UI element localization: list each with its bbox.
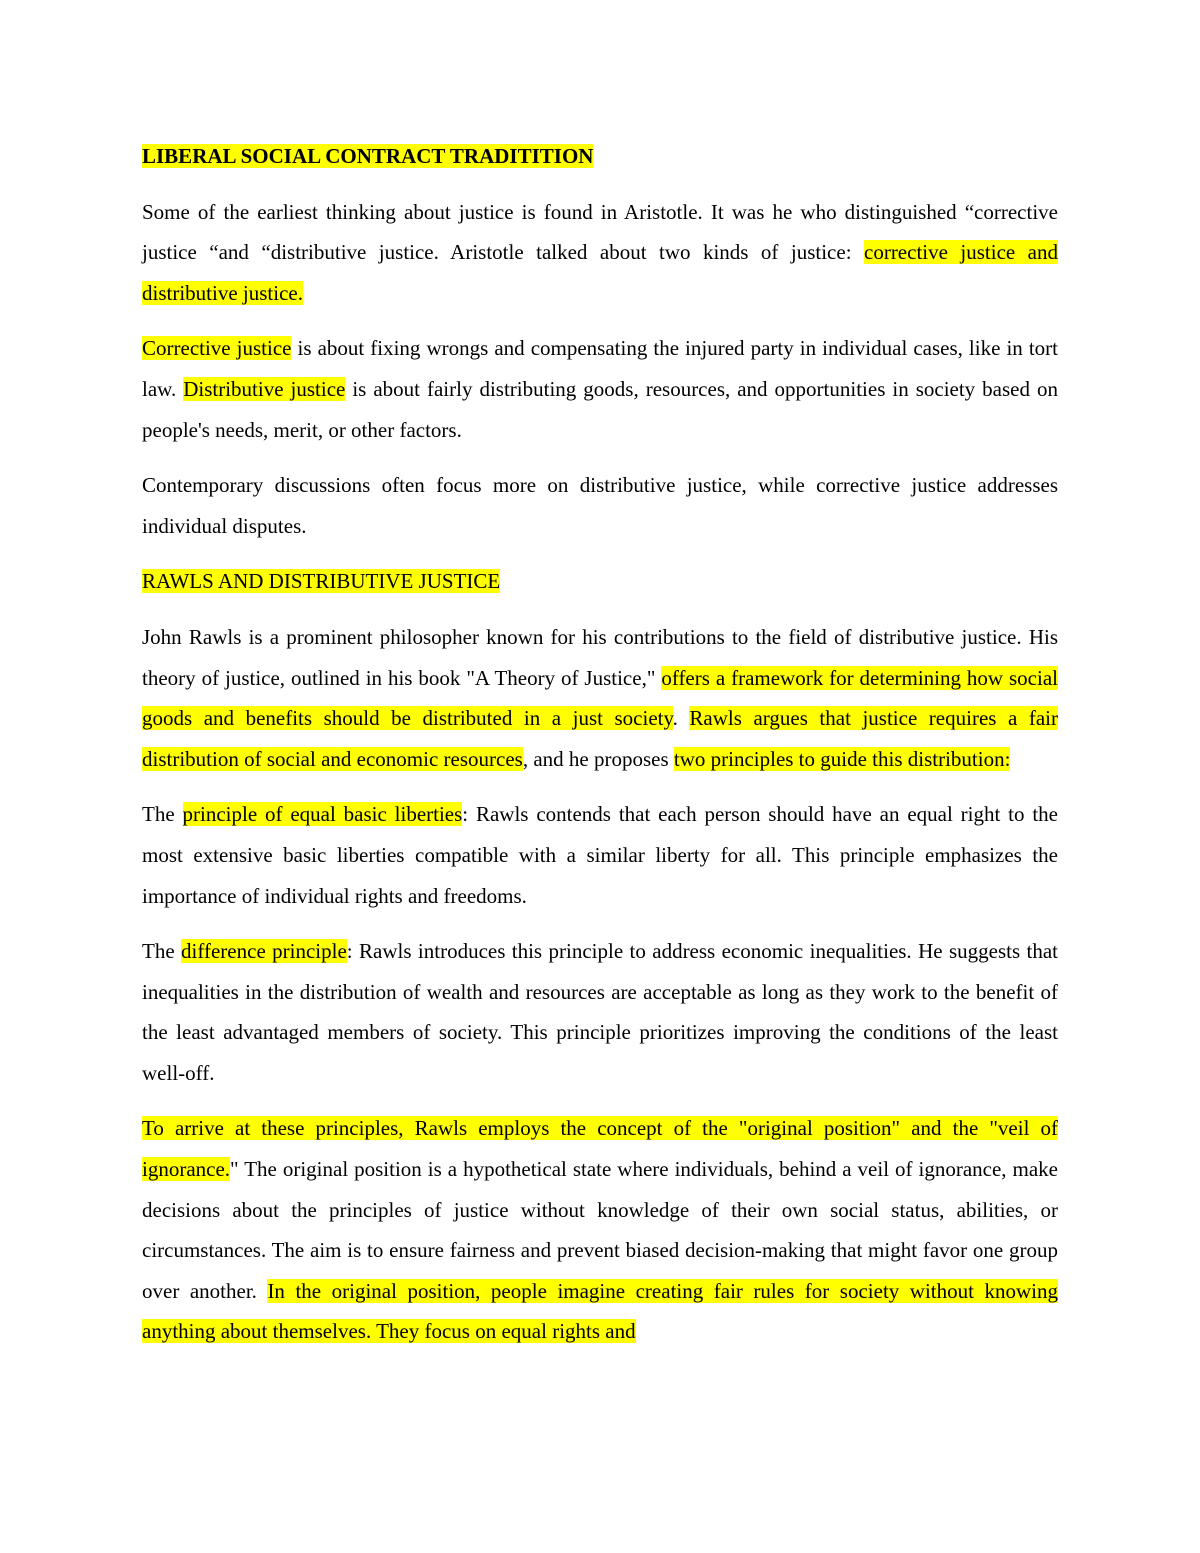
paragraph-contemporary-discussions: Contemporary discussions often focus more on distributive justice, while corrective justice addresses individual disputes. [142, 473, 1058, 538]
paragraph-aristotle [142, 192, 1058, 314]
highlighted-heading-text: RAWLS AND DISTRIBUTIVE JUSTICE [142, 569, 501, 594]
highlighted-text: In the original position, people imagine creating fair rules for society without knowing anything about themselves. [142, 1278, 1058, 1344]
paragraph-text: , and he proposes [522, 746, 674, 771]
highlighted-text: principle of equal basic liberties [182, 802, 463, 827]
highlighted-text: Corrective justice [142, 336, 292, 361]
paragraph-text: " The original position is a hypothetical state where individuals, behind a veil of ignorance, make decisions about the principles of justice without knowledge of their own social status, abilities, or circumstances. The aim is to ensure fairness and prevent biased decision-making that might favor one group over another. [142, 1157, 1058, 1303]
paragraph-text: Some of the earliest thinking about justice is found in Aristotle. It was he who distinguished “corrective justice “and “distributive justice. Aristotle talked about two kinds of justice: [142, 199, 1058, 265]
highlighted-text: Rawls argues that justice requires a fair distribution of social and economic resources [142, 706, 1058, 771]
paragraph-corrective-distributive [142, 328, 1058, 450]
paragraph-text: : Rawls introduces this principle to address economic inequalities. He suggests that inequalities in the distribution of wealth and resources are acceptable as long as they work to the benefit of the least advantaged members of society. This principle prioritizes improving the conditions of the least well-off. [142, 939, 1058, 1085]
document-body [142, 136, 1058, 1367]
paragraph-text: is about fairly distributing goods, resources, and opportunities in society based on people's needs, merit, or other factors. [142, 376, 1058, 442]
paragraph-equal-basic-liberties [142, 794, 1058, 916]
highlighted-text: offers a framework for determining how social goods and benefits should be distributed in a just society [142, 665, 1058, 731]
highlighted-text: two principles to guide this distribution: [673, 746, 1011, 771]
highlighted-heading-text: LIBERAL SOCIAL CONTRACT TRADITITION [142, 144, 594, 168]
section-heading-rawls [142, 561, 1058, 602]
paragraph-text: : Rawls contends that each person should have an equal right to the most extensive basic liberties compatible with a similar liberty for all. This principle emphasizes the importance of individual rights and freedoms. [142, 802, 1058, 908]
paragraph-difference-principle [142, 931, 1058, 1093]
paragraph-text: is about fixing wrongs and compensating the injured party in individual cases, like in tort law. [142, 336, 1058, 401]
section-heading-liberal-social-contract [142, 136, 1058, 177]
highlighted-text: difference principle [181, 939, 347, 964]
paragraph-john-rawls [142, 617, 1058, 779]
paragraph-text: . [672, 706, 690, 731]
highlighted-text: corrective justice and distributive justice. [142, 240, 1058, 305]
paragraph-original-position [142, 1108, 1058, 1352]
paragraph-text: The [142, 939, 182, 964]
highlighted-text: To arrive at these principles, Rawls employs the concept of the "original position" and the "veil of ignorance. [142, 1116, 1058, 1182]
paragraph-text: John Rawls is a prominent philosopher known for his contributions to the field of distributive justice. His theory of justice, outlined in his book "A Theory of Justice," [142, 624, 1058, 690]
highlighted-text: Distributive justice [183, 376, 346, 401]
highlighted-text: They focus on equal rights and [371, 1319, 636, 1344]
paragraph-text: The [142, 802, 183, 827]
